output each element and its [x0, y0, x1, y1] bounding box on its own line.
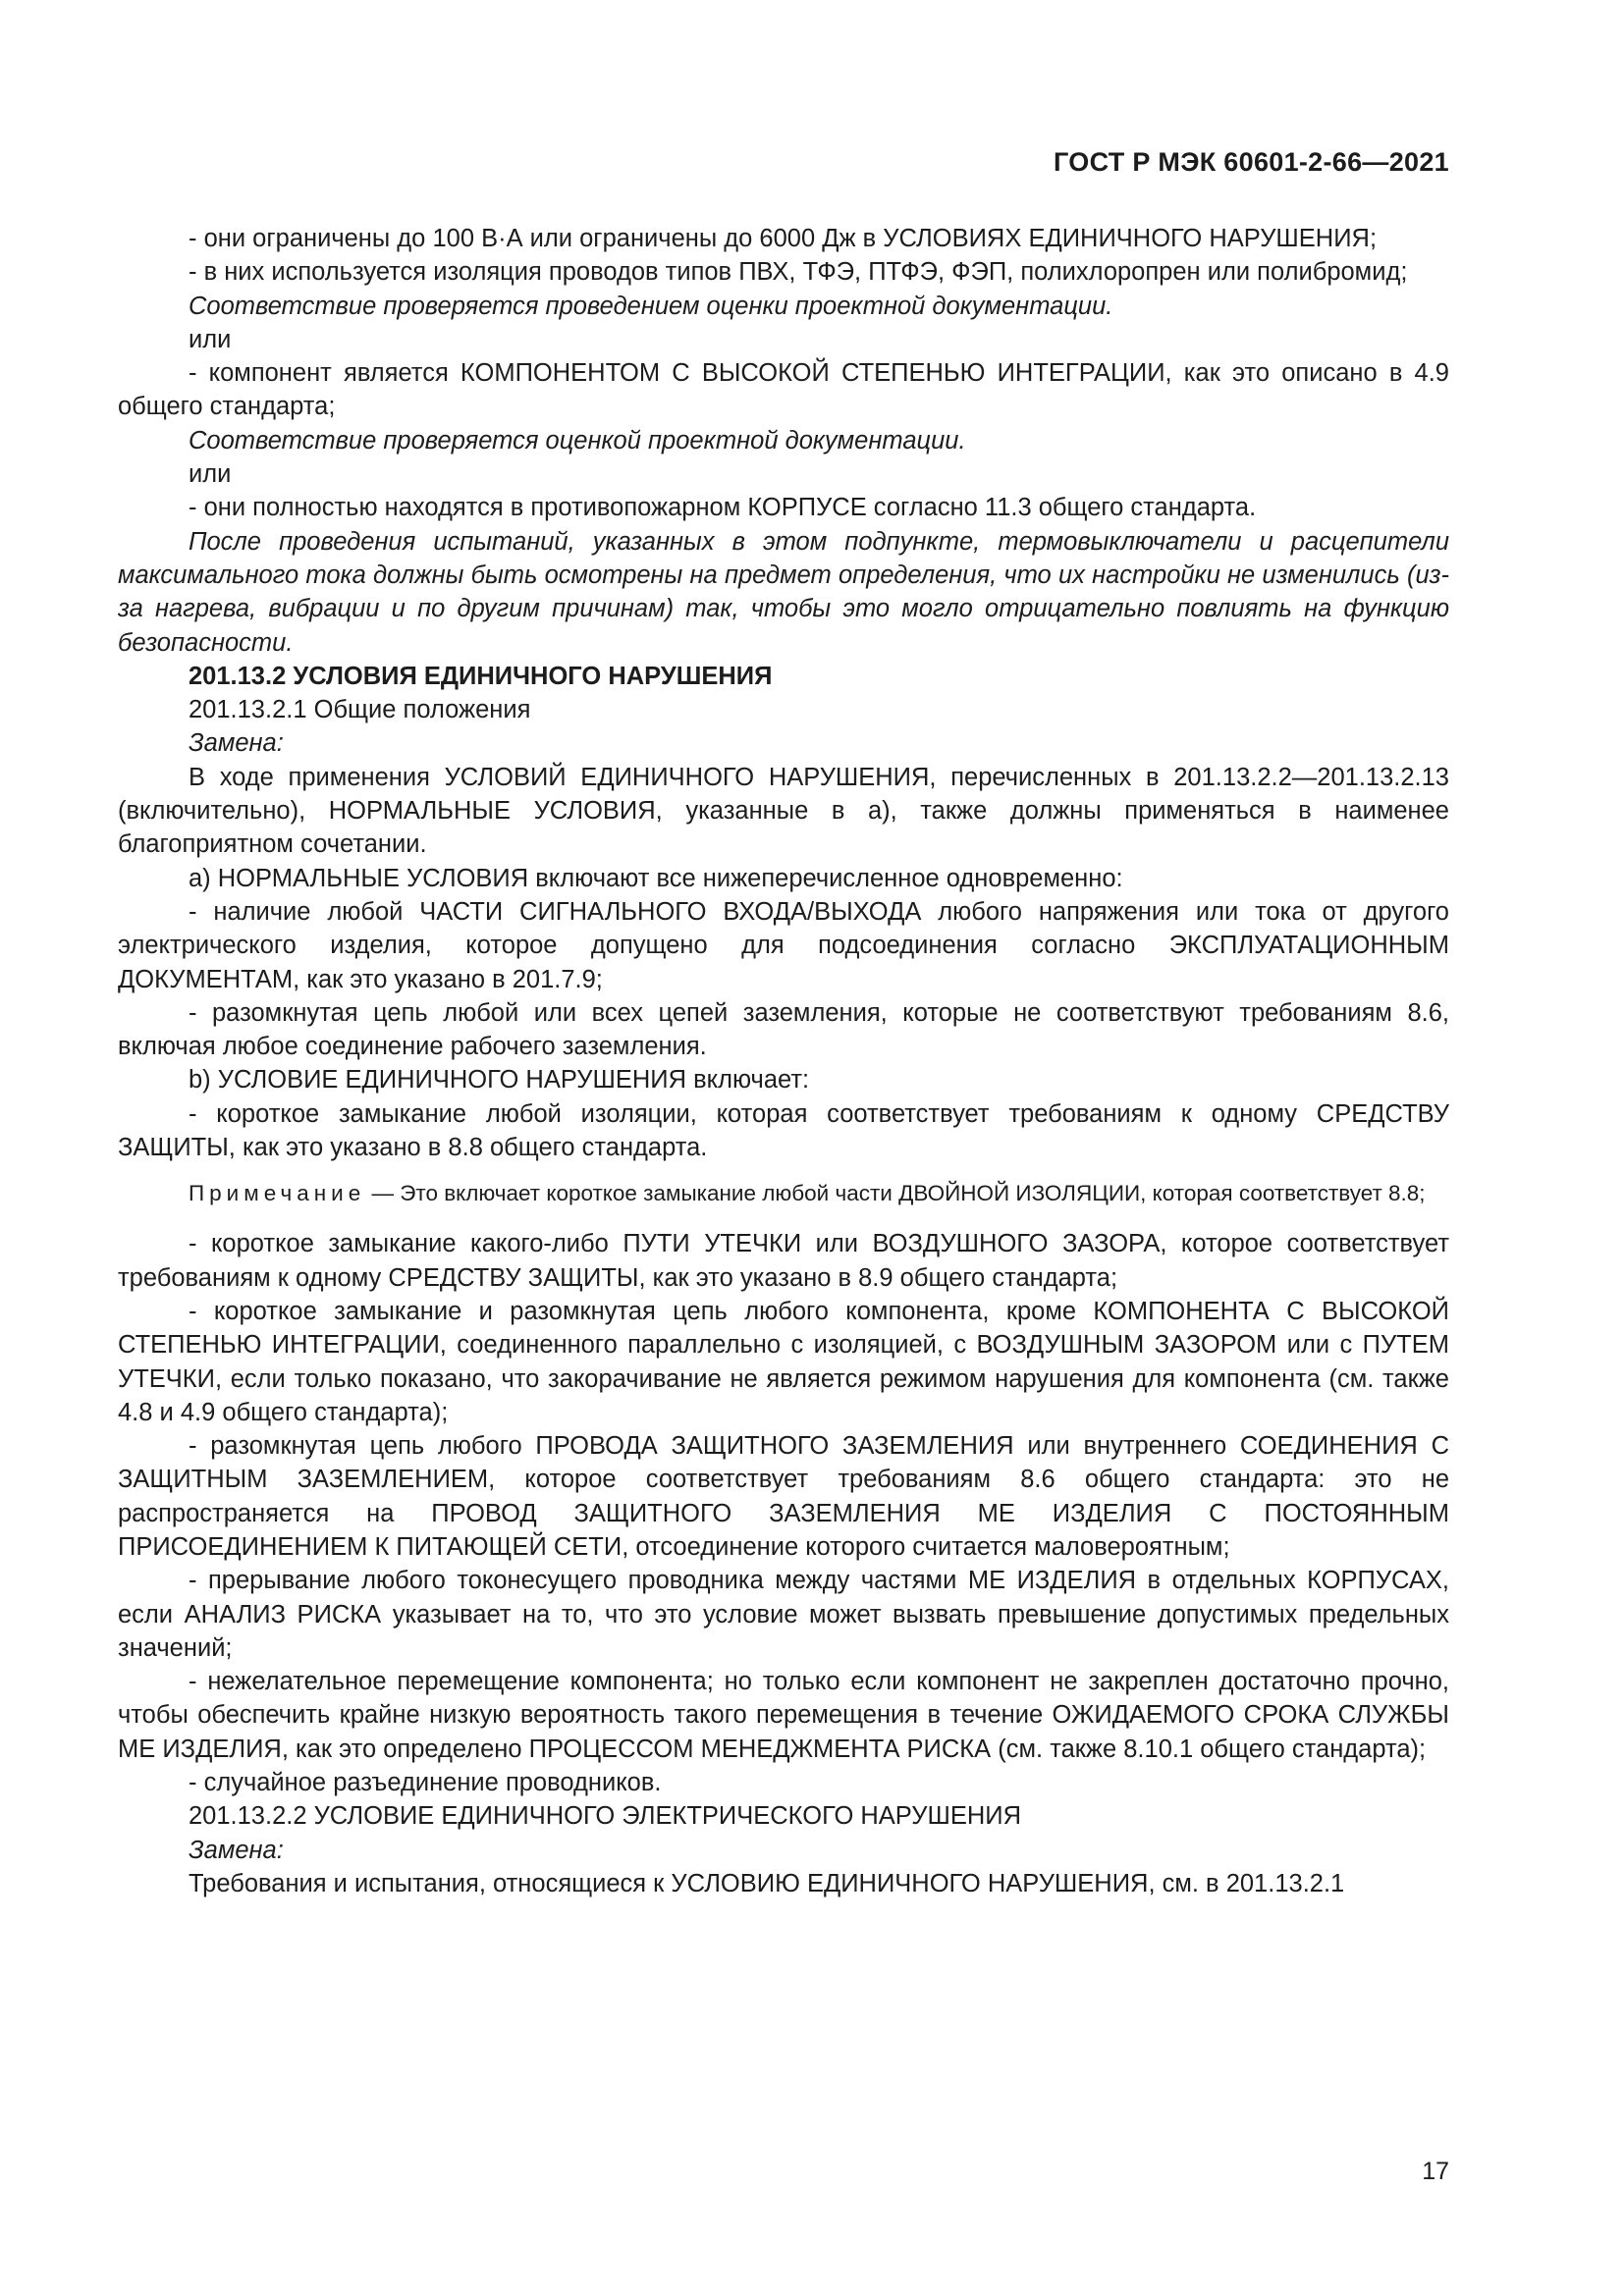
replacement-label: Замена:	[189, 1836, 284, 1864]
document-header: ГОСТ Р МЭК 60601-2-66—2021	[1054, 147, 1449, 177]
paragraph: - короткое замыкание любой изоляции, которая соответствует требованиям к одному СРЕДСТВУ ЗАЩИТЫ, как это указано в 8.8 общего стандарта.	[118, 1099, 1449, 1162]
paragraph: - в них используется изоляция проводов типов ПВХ, ТФЭ, ПТФЭ, ФЭП, полихлоропрен или полибромид;	[189, 258, 1408, 287]
compliance-note: Соответствие проверяется проведением оценки проектной документации.	[189, 292, 1113, 320]
paragraph: - разомкнутая цепь любого ПРОВОДА ЗАЩИТНОГО ЗАЗЕМЛЕНИЯ или внутреннего СОЕДИНЕНИЯ С ЗАЩИТНЫМ ЗАЗЕМЛЕНИЕМ, которое соответствует требованиям 8.6 общего стандарта: это не распространяется на ПРОВОД ЗАЩИТНОГО ЗАЗЕМЛЕНИЯ МЕ ИЗДЕЛИЯ С ПОСТОЯННЫМ ПРИСОЕДИНЕНИЕМ К ПИТАЮЩЕЙ СЕТИ, отсоединение которого считается маловероятным;	[118, 1432, 1449, 1561]
paragraph: или	[189, 460, 232, 489]
note-block	[118, 1178, 1449, 1209]
paragraph: - короткое замыкание какого-либо ПУТИ УТЕЧКИ или ВОЗДУШНОГО ЗАЗОРА, которое соответствует требованиям к одному СРЕДСТВУ ЗАЩИТЫ, как это указано в 8.9 общего стандарта;	[118, 1230, 1449, 1292]
paragraph: а) НОРМАЛЬНЫЕ УСЛОВИЯ включают все нижеперечисленное одновременно:	[189, 864, 1123, 892]
paragraph: В ходе применения УСЛОВИЙ ЕДИНИЧНОГО НАРУШЕНИЯ, перечисленных в 201.13.2.2—201.13.2.13 (включительно), НОРМАЛЬНЫЕ УСЛОВИЯ, указанные в а), также должны применяться в наименее благоприятном сочетании.	[118, 763, 1449, 859]
paragraph: - нежелательное перемещение компонента; но только если компонент не закреплен достаточно прочно, чтобы обеспечить крайне низкую вероятность такого перемещения в течение ОЖИДАЕМОГО СРОКА СЛУЖБЫ МЕ ИЗДЕЛИЯ, как это определено ПРОЦЕССОМ МЕНЕДЖМЕНТА РИСКА (см. также 8.10.1 общего стандарта);	[118, 1668, 1449, 1763]
section-heading: 201.13.2 УСЛОВИЯ ЕДИНИЧНОГО НАРУШЕНИЯ	[189, 662, 773, 690]
paragraph: - случайное разъединение проводников.	[189, 1769, 662, 1797]
paragraph: или	[189, 325, 232, 353]
compliance-note: После проведения испытаний, указанных в этом подпункте, термовыключатели и расцепители максимального тока должны быть осмотрены на предмет определения, что их настройки не изменились (из-за нагрева, вибрации и по другим причинам) так, чтобы это могло отрицательно повлиять на функцию безопасности.	[118, 527, 1449, 657]
compliance-note: Соответствие проверяется оценкой проектной документации.	[189, 426, 966, 454]
replacement-label: Замена:	[189, 729, 284, 758]
paragraph: b) УСЛОВИЕ ЕДИНИЧНОГО НАРУШЕНИЯ включает:	[189, 1066, 810, 1095]
paragraph: - наличие любой ЧАСТИ СИГНАЛЬНОГО ВХОДА/ВЫХОДА любого напряжения или тока от другого электрического изделия, которое допущено для подсоединения согласно ЭКСПЛУАТАЦИОННЫМ ДОКУМЕНТАМ, как это указано в 201.7.9;	[118, 897, 1449, 993]
paragraph: - прерывание любого токонесущего проводника между частями МЕ ИЗДЕЛИЯ в отдельных КОРПУСАХ, если АНАЛИЗ РИСКА указывает на то, что это условие может вызвать превышение допустимых предельных значений;	[118, 1567, 1449, 1662]
document-body	[118, 222, 1449, 1900]
paragraph: - они полностью находятся в противопожарном КОРПУСЕ согласно 11.3 общего стандарта.	[189, 494, 1257, 522]
paragraph: - компонент является КОМПОНЕНТОМ С ВЫСОКОЙ СТЕПЕНЬЮ ИНТЕГРАЦИИ, как это описано в 4.9 общего стандарта;	[118, 359, 1449, 421]
paragraph: - они ограничены до 100 В·А или ограничены до 6000 Дж в УСЛОВИЯХ ЕДИНИЧНОГО НАРУШЕНИЯ;	[189, 225, 1378, 252]
paragraph: - разомкнутая цепь любой или всех цепей заземления, которые не соответствуют требованиям 8.6, включая любое соединение рабочего заземления.	[118, 998, 1449, 1061]
subsection-heading: 201.13.2.1 Общие положения	[189, 696, 531, 724]
note-label: Примечание	[189, 1181, 366, 1206]
paragraph: Требования и испытания, относящиеся к УСЛОВИЮ ЕДИНИЧНОГО НАРУШЕНИЯ, см. в 201.13.2.1	[189, 1869, 1345, 1897]
page-number: 17	[1422, 2158, 1449, 2185]
paragraph: - короткое замыкание и разомкнутая цепь любого компонента, кроме КОМПОНЕНТА С ВЫСОКОЙ СТЕПЕНЬЮ ИНТЕГРАЦИИ, соединенного параллельно с изоляцией, с ВОЗДУШНЫМ ЗАЗОРОМ или с ПУТЕМ УТЕЧКИ, если только показано, что закорачивание не является режимом нарушения для компонента (см. также 4.8 и 4.9 общего стандарта);	[118, 1297, 1449, 1426]
note-text: — Это включает короткое замыкание любой части ДВОЙНОЙ ИЗОЛЯЦИИ, которая соответствует 8.8;	[365, 1181, 1426, 1206]
subsection-heading: 201.13.2.2 УСЛОВИЕ ЕДИНИЧНОГО ЭЛЕКТРИЧЕСКОГО НАРУШЕНИЯ	[189, 1802, 1021, 1831]
